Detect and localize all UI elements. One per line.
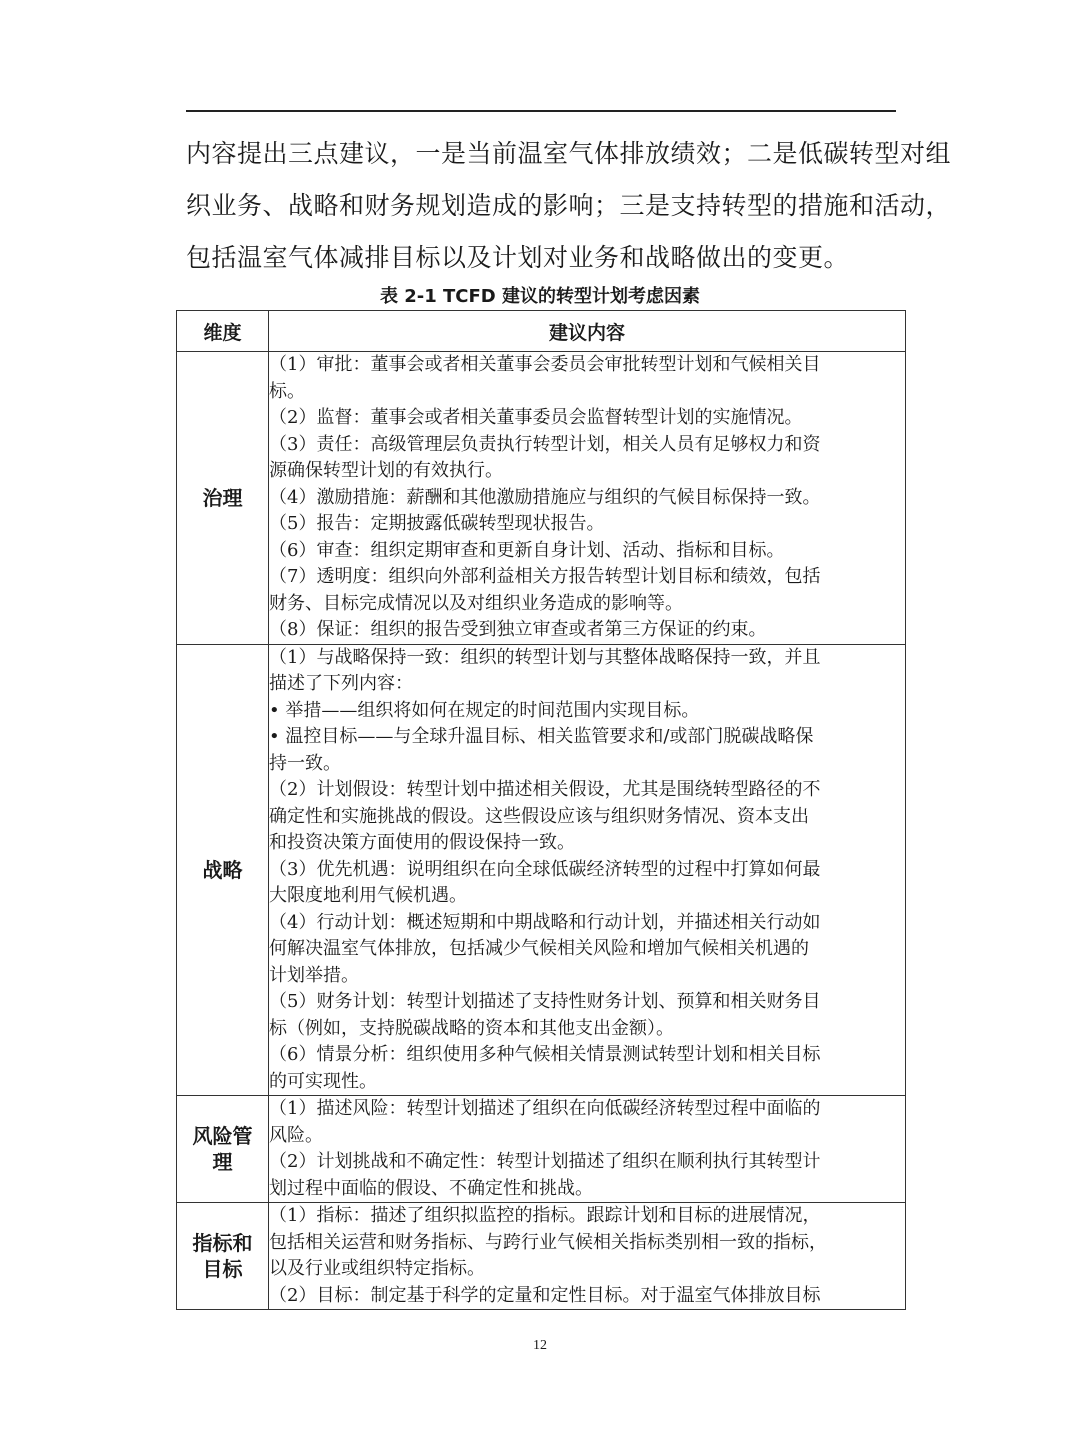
- table-row-governance: [177, 352, 906, 645]
- table-row-risk-management: [177, 1096, 906, 1203]
- content-line: • 举措——组织将如何在规定的时间范围内实现目标。: [269, 699, 700, 721]
- content-line: 确定性和实施挑战的假设。这些假设应该与组织财务情况、资本支出: [269, 805, 809, 827]
- content-cell: [269, 1096, 906, 1203]
- content-line: 包括相关运营和财务指标、与跨行业气候相关指标类别相一致的指标，: [269, 1231, 827, 1253]
- dimension-line: 指标和: [192, 1231, 253, 1255]
- content-line: 和投资决策方面使用的假设保持一致。: [269, 832, 575, 853]
- intro-line: 包括温室气体减排目标以及计划对业务和战略做出的变更。: [186, 243, 850, 272]
- intro-line: 内容提出三点建议，一是当前温室气体排放绩效；二是低碳转型对组: [186, 139, 952, 168]
- content-line: 划过程中面临的假设、不确定性和挑战。: [269, 1177, 593, 1199]
- page-number: 12: [533, 1338, 547, 1353]
- content-line: （4）行动计划：概述短期和中期战略和行动计划，并描述相关行动如: [269, 911, 821, 933]
- content-line: 标（例如，支持脱碳战略的资本和其他支出金额）。: [269, 1017, 674, 1039]
- table-header-row: [177, 311, 906, 352]
- header-content: 建议内容: [269, 311, 906, 352]
- content-line: （2）监督：董事会或者相关董事委员会监督转型计划的实施情况。: [269, 407, 803, 428]
- content-line: 风险。: [269, 1124, 323, 1146]
- dimension-cell: 战略: [177, 644, 269, 1096]
- content-line: 的可实现性。: [269, 1070, 377, 1092]
- content-line: 计划举措。: [269, 964, 359, 986]
- intro-line: 织业务、战略和财务规划造成的影响；三是支持转型的措施和活动，: [186, 191, 952, 220]
- dimension-line: 理: [212, 1150, 233, 1174]
- content-line: （1）审批：董事会或者相关董事会委员会审批转型计划和气候相关目: [269, 354, 821, 375]
- content-line: 描述了下列内容：: [269, 673, 413, 694]
- header-dimension: 维度: [177, 311, 269, 352]
- content-line: （6）情景分析：组织使用多种气候相关情景测试转型计划和相关目标: [269, 1044, 821, 1065]
- table-caption: 表 2-1 TCFD 建议的转型计划考虑因素: [379, 286, 701, 307]
- content-line: （1）指标：描述了组织拟监控的指标。跟踪计划和目标的进展情况，: [269, 1205, 821, 1226]
- content-line: （3）优先机遇：说明组织在向全球低碳经济转型的过程中打算如何最: [269, 858, 821, 880]
- content-line: （2）计划挑战和不确定性：转型计划描述了组织在顺利执行其转型计: [269, 1151, 821, 1172]
- table-row-strategy: [177, 644, 906, 1096]
- content-line: • 温控目标——与全球升温目标、相关监管要求和/或部门脱碳战略保: [269, 726, 814, 747]
- content-line: （6）审查：组织定期审查和更新自身计划、活动、指标和目标。: [269, 539, 785, 561]
- dimension-cell: 治理: [177, 352, 269, 645]
- content-line: 财务、目标完成情况以及对组织业务造成的影响等。: [269, 592, 683, 614]
- content-line: （2）计划假设：转型计划中描述相关假设，尤其是围绕转型路径的不: [269, 779, 821, 800]
- content-cell: [269, 352, 906, 645]
- intro-paragraph: [186, 128, 952, 284]
- content-line: （5）报告：定期披露低碳转型现状报告。: [269, 513, 605, 534]
- header-rule: [186, 110, 896, 112]
- dimension-cell: [177, 1096, 269, 1203]
- content-line: （1）描述风险：转型计划描述了组织在向低碳经济转型过程中面临的: [269, 1098, 821, 1119]
- content-line: 何解决温室气体排放，包括减少气候相关风险和增加气候相关机遇的: [269, 938, 809, 959]
- content-cell: [269, 1203, 906, 1310]
- dimension-cell: [177, 1203, 269, 1310]
- content-cell: [269, 644, 906, 1096]
- content-line: （4）激励措施：薪酬和其他激励措施应与组织的气候目标保持一致。: [269, 486, 821, 508]
- content-line: 持一致。: [269, 752, 341, 774]
- content-line: （8）保证：组织的报告受到独立审查或者第三方保证的约束。: [269, 619, 767, 640]
- content-line: 大限度地利用气候机遇。: [269, 885, 467, 906]
- content-line: （7）透明度：组织向外部利益相关方报告转型计划目标和绩效，包括: [269, 566, 821, 587]
- dimension-line: 目标: [202, 1257, 243, 1281]
- table-row-metrics-targets: [177, 1203, 906, 1310]
- tcfd-table: [176, 310, 906, 1310]
- content-line: （5）财务计划：转型计划描述了支持性财务计划、预算和相关财务目: [269, 991, 821, 1012]
- content-line: （1）与战略保持一致：组织的转型计划与其整体战略保持一致，并且: [269, 646, 821, 668]
- dimension-line: 风险管: [192, 1124, 253, 1148]
- content-line: 源确保转型计划的有效执行。: [269, 460, 503, 481]
- content-line: 以及行业或组织特定指标。: [269, 1258, 485, 1279]
- content-line: （3）责任：高级管理层负责执行转型计划，相关人员有足够权力和资: [269, 433, 821, 455]
- content-line: 标。: [269, 380, 305, 402]
- content-line: （2）目标：制定基于科学的定量和定性目标。对于温室气体排放目标: [269, 1284, 821, 1306]
